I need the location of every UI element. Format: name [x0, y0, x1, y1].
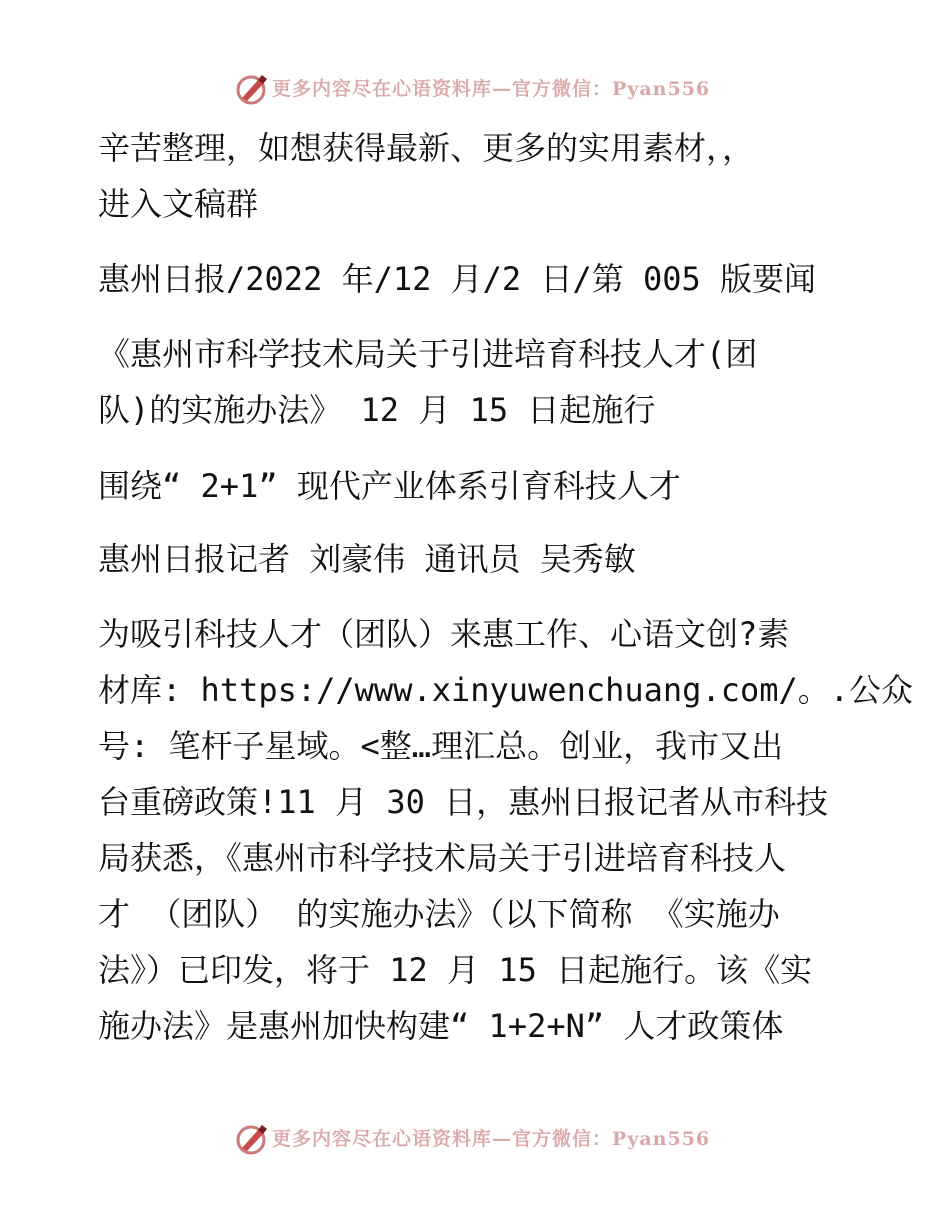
- paragraph-body: [98, 606, 914, 1054]
- banner-dash: —: [492, 1128, 513, 1150]
- banner-site-name: 更多内容尽在心语资料库: [272, 78, 493, 100]
- banner-text: [272, 76, 710, 102]
- text-line: 进入文稿群: [98, 185, 259, 223]
- header-watermark-banner: [0, 68, 950, 112]
- text-line: 《惠州市科学技术局关于引进培育科技人才(团: [98, 335, 758, 373]
- text-line: 辛苦整理，如想获得最新、更多的实用素材，，: [98, 129, 755, 167]
- footer-watermark-banner: [0, 1118, 950, 1162]
- text-line: 台重磅政策!11 月 30 日，惠州日报记者从市科技: [98, 783, 829, 821]
- banner-wechat-label: 官方微信：: [512, 1128, 613, 1150]
- pen-logo-icon: [234, 1122, 270, 1156]
- text-line: 才 （团队） 的实施办法》（以下简称 《实施办: [98, 895, 780, 933]
- paragraph-subheadline: [98, 458, 868, 514]
- pen-logo-icon: [234, 72, 270, 106]
- paragraph-intro: [98, 120, 868, 232]
- text-line: 队)的实施办法》 12 月 15 日起施行: [98, 391, 656, 429]
- text-line: 法》）已印发，将于 12 月 15 日起施行。该《实: [98, 951, 813, 989]
- banner-site-name: 更多内容尽在心语资料库: [272, 1128, 493, 1150]
- text-line: 为吸引科技人才（团队）来惠工作、心语文创?素: [98, 615, 790, 653]
- paragraph-headline: [98, 326, 868, 438]
- paragraph-source-line: [98, 251, 868, 307]
- text-line: 惠州日报记者 刘豪伟 通讯员 吴秀敏: [98, 540, 636, 578]
- paragraph-byline: [98, 531, 868, 587]
- banner-dash: —: [492, 78, 513, 100]
- text-line: 惠州日报/2022 年/12 月/2 日/第 005 版要闻: [98, 260, 817, 298]
- text-line: 施办法》是惠州加快构建“ 1+2+N” 人才政策体: [98, 1007, 784, 1045]
- banner-text: [272, 1126, 710, 1152]
- text-line: 局获悉，《惠州市科学技术局关于引进培育科技人: [98, 839, 787, 877]
- banner-wechat-label: 官方微信：: [512, 78, 613, 100]
- banner-wechat-id: Pyan556: [612, 78, 711, 100]
- text-line: 围绕“ 2+1” 现代产业体系引育科技人才: [98, 467, 681, 505]
- banner-wechat-id: Pyan556: [612, 1128, 711, 1150]
- text-line: 号: 笔杆子星域。<整…理汇总。创业，我市又出: [98, 727, 784, 765]
- text-line: 材库: https://www.xinyuwenchuang.com/。.公众: [98, 671, 914, 709]
